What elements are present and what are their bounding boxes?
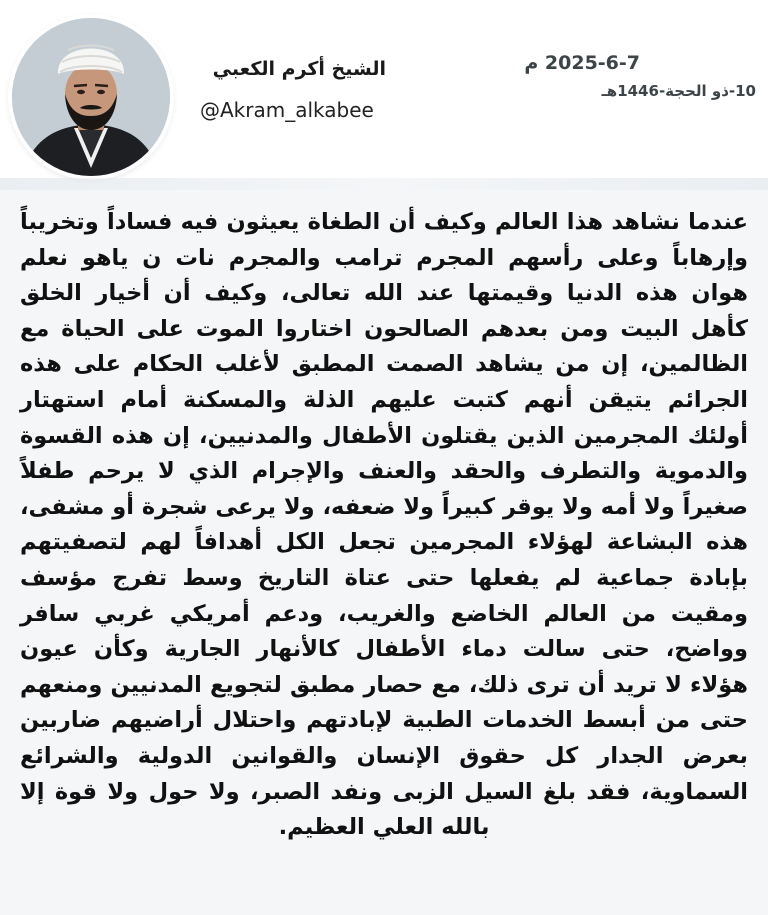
profile-name: الشيخ أكرم الكعبي bbox=[212, 58, 386, 80]
gregorian-date: 2025-6-7 م bbox=[524, 52, 640, 74]
avatar[interactable] bbox=[12, 18, 170, 176]
post-body: عندما نشاهد هذا العالم وكيف أن الطغاة يعيثون فيه فساداً وتخريباً وإرهاباً وعلى رأسهم المجرم ترامب والمجرم نات ن ياهو نعلم هوان هذه الدنيا وقيمتها عند الله تعالى، وكيف أن أخيار الخلق كأهل البيت ومن بعدهم الصالحون اختاروا الموت على الحياة مع الظالمين، إن من يشاهد الصمت المطبق لأغلب الحكام على هذه الجرائم يتيقن أنهم كتبت عليهم الذلة والمسكنة أمام استهتار أولئك المجرمين الذين يقتلون الأطفال والمدنيين، إن هذه القسوة والدموية والتطرف والحقد والعنف والإجرام الذي لا يرحم طفلاً صغيراً ولا أمه ولا يوقر كبيراً ولا ضعفه، ولا يرعى شجرة أو مشفى، هذه البشاعة لهؤلاء المجرمين تجعل الكل أهدافاً لهم لتصفيتهم بإبادة جماعية لم يفعلها حتى عتاة التاريخ وسط تفرج مؤسف ومقيت من العالم الخاضع والغريب، ودعم أمريكي غربي سافر وواضح، حتى سالت دماء الأطفال كالأنهار الجارية وكأن عيون هؤلاء لا تريد أن ترى ذلك، مع حصار مطبق لتجويع المدنيين ومنعهم حتى من أبسط الخدمات الطبية لإبادتهم واحتلال أراضيهم ضاربين بعرض الجدار كل حقوق الإنسان والقوانين الدولية والشرائع السماوية، فقد بلغ السيل الزبى ونفد الصبر، ولا حول ولا قوة إلا بالله العلي العظيم. bbox=[20, 209, 748, 841]
profile-photo-image bbox=[12, 18, 170, 176]
header-divider bbox=[0, 178, 768, 190]
profile-handle[interactable]: @Akram_alkabee bbox=[200, 98, 374, 122]
profile-header bbox=[0, 0, 768, 178]
hijri-date: 10-ذو الحجة-1446هـ bbox=[601, 82, 756, 100]
